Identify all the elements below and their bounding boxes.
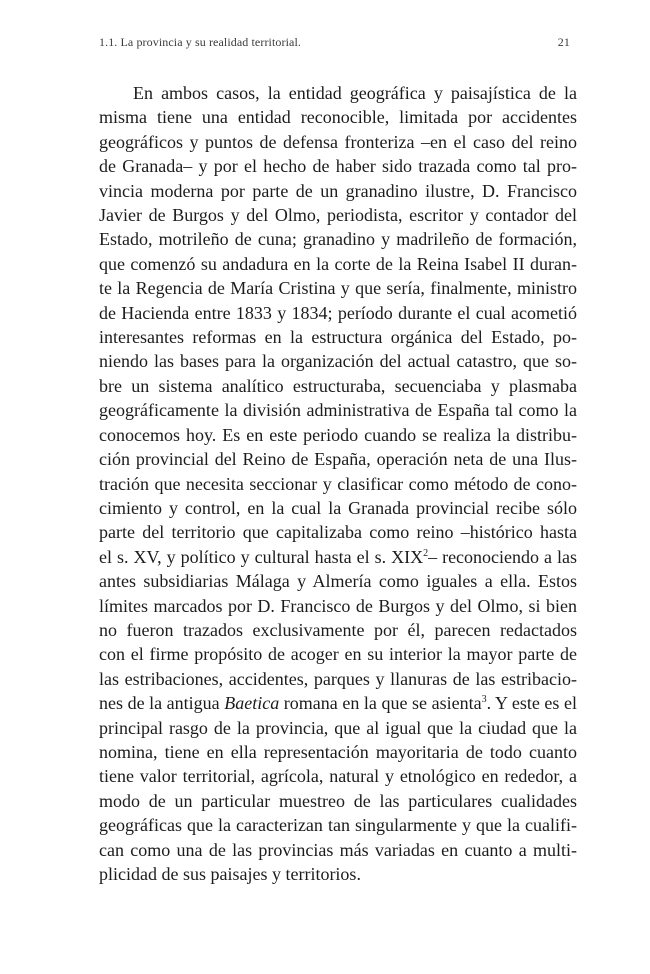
text-line: te la Regencia de María Cristina y que sería, finalmente, ministro bbox=[99, 278, 577, 299]
running-header bbox=[99, 35, 570, 50]
text-segment: el s. XV, y político y cultural hasta el s. XIX bbox=[99, 546, 424, 567]
text-line: no fueron trazados exclusivamente por él, parecen redactados bbox=[99, 619, 577, 640]
text-line: cimiento y control, en la cual la Granada provincial recibe sólo bbox=[99, 497, 577, 518]
text-line: can como una de las provincias más variadas en cuanto a multi- bbox=[99, 839, 577, 860]
text-line: de Hacienda entre 1833 y 1834; período durante el cual acometió bbox=[99, 302, 577, 323]
text-line: bre un sistema analítico estructuraba, secuenciaba y plasmaba bbox=[99, 375, 577, 396]
text-line: geográficas que la caracterizan tan singularmente y que la cualifi- bbox=[99, 815, 577, 836]
text-line: geográficamente la división administrativa de España tal como la bbox=[99, 400, 577, 421]
footnote-reference[interactable]: 2 bbox=[423, 547, 429, 559]
section-title: 1.1. La provincia y su realidad territorial. bbox=[99, 35, 301, 49]
text-line: parte del territorio que capitalizaba como reino –histórico hasta bbox=[99, 522, 577, 543]
text-line: antes subsidiarias Málaga y Almería como iguales a ella. Estos bbox=[99, 571, 577, 592]
text-segment: romana en la que se asienta bbox=[279, 693, 482, 714]
text-line: vincia moderna por parte de un granadino ilustre, D. Francisco bbox=[99, 180, 577, 201]
text-line: interesantes reformas en la estructura orgánica del Estado, po- bbox=[99, 327, 577, 348]
text-line: En ambos casos, la entidad geográfica y paisajística de la bbox=[133, 83, 577, 103]
text-line: nomina, tiene en ella representación mayoritaria de todo cuanto bbox=[99, 741, 577, 762]
text-line-with-footnote bbox=[99, 545, 577, 569]
text-line: de Granada– y por el hecho de haber sido trazada como tal pro- bbox=[99, 156, 577, 177]
main-paragraph bbox=[99, 81, 577, 886]
page-number: 21 bbox=[557, 35, 570, 49]
text-segment: . Y este es el bbox=[486, 693, 577, 714]
footnote-reference[interactable]: 3 bbox=[481, 694, 487, 706]
text-line: conocemos hoy. Es en este periodo cuando se realiza la distribu- bbox=[99, 424, 577, 445]
text-segment: nes de la antigua bbox=[99, 693, 225, 714]
italic-term: Baetica bbox=[224, 693, 280, 714]
text-line: niendo las bases para la organización del actual catastro, que so- bbox=[99, 351, 577, 372]
text-line: Javier de Burgos y del Olmo, periodista, escritor y contador del bbox=[99, 205, 577, 226]
text-line: que comenzó su andadura en la corte de la Reina Isabel II duran- bbox=[99, 253, 577, 274]
text-line: las estribaciones, accidentes, parques y llanuras de las estribacio- bbox=[99, 668, 577, 689]
text-line: ción provincial del Reino de España, operación neta de una Ilus- bbox=[99, 449, 577, 470]
text-line: Estado, motrileño de cuna; granadino y madrileño de formación, bbox=[99, 229, 577, 250]
text-line: tiene valor territorial, agrícola, natural y etnológico en rededor, a bbox=[99, 766, 577, 787]
text-line: con el firme propósito de acoger en su interior la mayor parte de bbox=[99, 644, 577, 665]
text-line: misma tiene una entidad reconocible, limitada por accidentes bbox=[99, 107, 577, 128]
text-line: tración que necesita seccionar y clasificar como método de cono- bbox=[99, 473, 577, 494]
text-line: límites marcados por D. Francisco de Burgos y del Olmo, si bien bbox=[99, 595, 577, 616]
text-line: geográficos y puntos de defensa fronteriza –en el caso del reino bbox=[99, 131, 577, 152]
text-segment: – reconociendo a las bbox=[428, 546, 578, 567]
text-line: principal rasgo de la provincia, que al igual que la ciudad que la bbox=[99, 717, 577, 738]
text-line-with-footnote bbox=[99, 691, 577, 715]
text-line: plicidad de sus paisajes y territorios. bbox=[99, 864, 361, 884]
text-line: modo de un particular muestreo de las particulares cualidades bbox=[99, 790, 577, 811]
